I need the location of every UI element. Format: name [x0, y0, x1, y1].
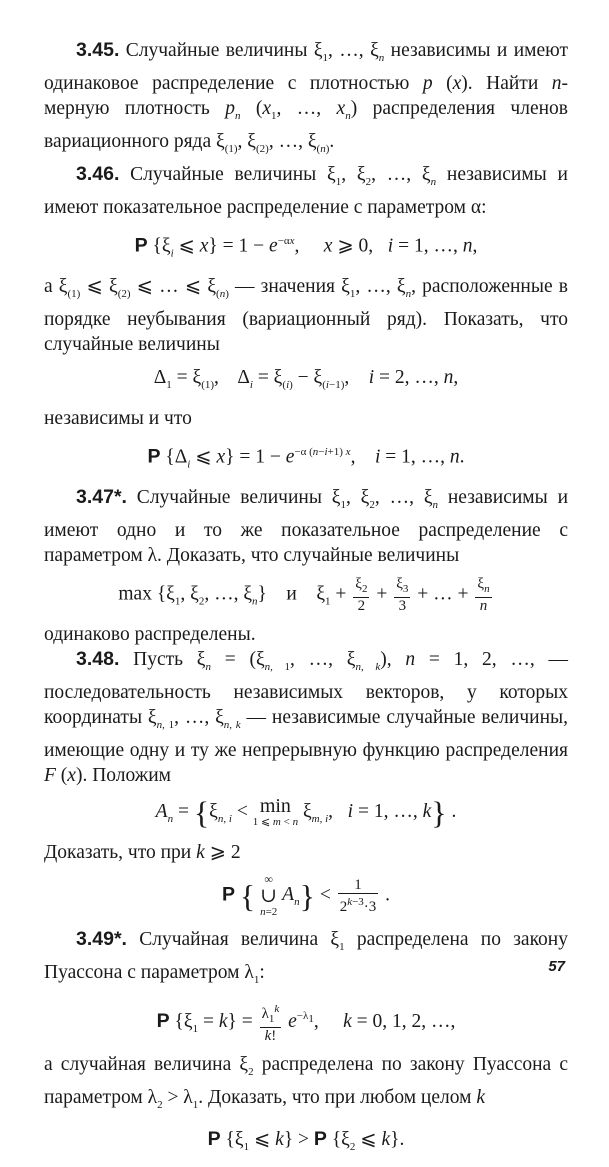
- problem-number: 3.46.: [76, 162, 120, 185]
- problem-number: 3.48.: [76, 648, 120, 671]
- problem-number: 3.47*.: [76, 486, 127, 509]
- problem-3-46-cont: а $\xi_{(1)}$ ⩽ $\xi_{(2)}$ ⩽ … ⩽ $\xi_{(n)}$ — значения $\xi_1$, …, $\xi_n$, расположенные в порядке неубывания (вариационный ряд). Показать, что случайные величины: [44, 275, 568, 355]
- problem-3-47-cont: одинаково распределены.: [44, 624, 256, 646]
- formula-max-sum: $\max \{\xi_1$, $\xi_2$, …, $\xi_n$} и $\xi_1$ + $\frac{\xi_2}{2}$ + $\frac{\xi_3}{3}$ + … + $\frac{\xi_n}{n}$: [118, 576, 490, 615]
- formula-delta-cdf: P {$\Delta_i$ ⩽ $x\} = 1 - e^{-\alpha (n-i+1) x}$, i = 1, …, n.: [147, 445, 465, 471]
- problem-3-49-cont: а случайная величина $\xi_2$ распределена по закону Пуассона с параметром $\lambda_2 > \lambda_1$. Доказать, что при любом целом k: [44, 1053, 568, 1111]
- formula-An: $A_n = \{\xi_{n, i}$ < min 1 ⩽ m < n $\xi_{m, i}$, i = 1, …, k} .: [155, 794, 457, 831]
- formula-exponential-cdf: P {$\xi_i$ ⩽ $x\} = 1 - e^{-\alpha x}$, x ⩾ 0, i = 1, …, n,: [134, 234, 478, 259]
- formula-union-bound: P { ∞ ∪ n=2 $A_n$} < $\frac{1}{2^{k-3}\cdot 3}$ .: [221, 872, 391, 919]
- problem-3-45: 3.45. Случайные величины $\xi_1$, …, $\xi_n$ независимы и имеют одинаковое распределение с плотностью p (x). Найти n-мерную плотность $p_n$ ($x_1$, …, $x_n$) распределения членов вариационного ряда $\xi_{(1)}$, $\xi_{(2)}$, …, $\xi_{(n)}$.: [44, 39, 569, 155]
- problem-3-49: 3.49*. Случайная величина $\xi_1$ распределена по закону Пуассона с параметром $\lambda_1$:: [44, 928, 568, 986]
- problem-number: 3.45.: [76, 39, 120, 61]
- formula-poisson-compare: P {$\xi_1$ ⩽ k} > P {$\xi_2$ ⩽ k}.: [207, 1127, 405, 1153]
- page-number: 57: [548, 958, 565, 975]
- problem-3-46-cont2: независимы и что: [44, 407, 192, 429]
- problem-3-46: 3.46. Случайные величины $\xi_1$, $\xi_2$, …, $\xi_n$ независимы и имеют показательное распределение с параметром α:: [44, 162, 568, 218]
- problem-number: 3.49*.: [76, 928, 127, 951]
- formula-deltas: $\Delta_1 = \xi_{(1)}$, $\Delta_i = \xi_{(i)} - \xi_{(i-1)}$, i = 2, …, n,: [153, 366, 459, 391]
- problem-3-48: 3.48. Пусть $\xi_n = (\xi_{n, 1}$, …, $\xi_{n, k}$), n = 1, 2, …, — последовательность независимых векторов, у которых координаты $\xi_{n, 1}$, …, $\xi_{n, k}$ — независимые случайные величины, имеющие одну и ту же непрерывную функцию распределения F (x). Положим: [44, 648, 568, 787]
- page-body: [44, 38, 568, 1167]
- problem-3-47: 3.47*. Случайные величины $\xi_1$, $\xi_2$, …, $\xi_n$ независимы и имеют одно и то же показательное распределение с параметром λ. Доказать, что случайные величины: [44, 486, 569, 567]
- formula-poisson: P $\{\xi_1 = k\}$ = $\frac{\lambda_1^k}{k!}$ $e^{-\lambda_1}$, k = 0, 1, 2, …,: [156, 1002, 456, 1044]
- problem-3-48-cont: Доказать, что при k ⩾ 2: [44, 842, 241, 864]
